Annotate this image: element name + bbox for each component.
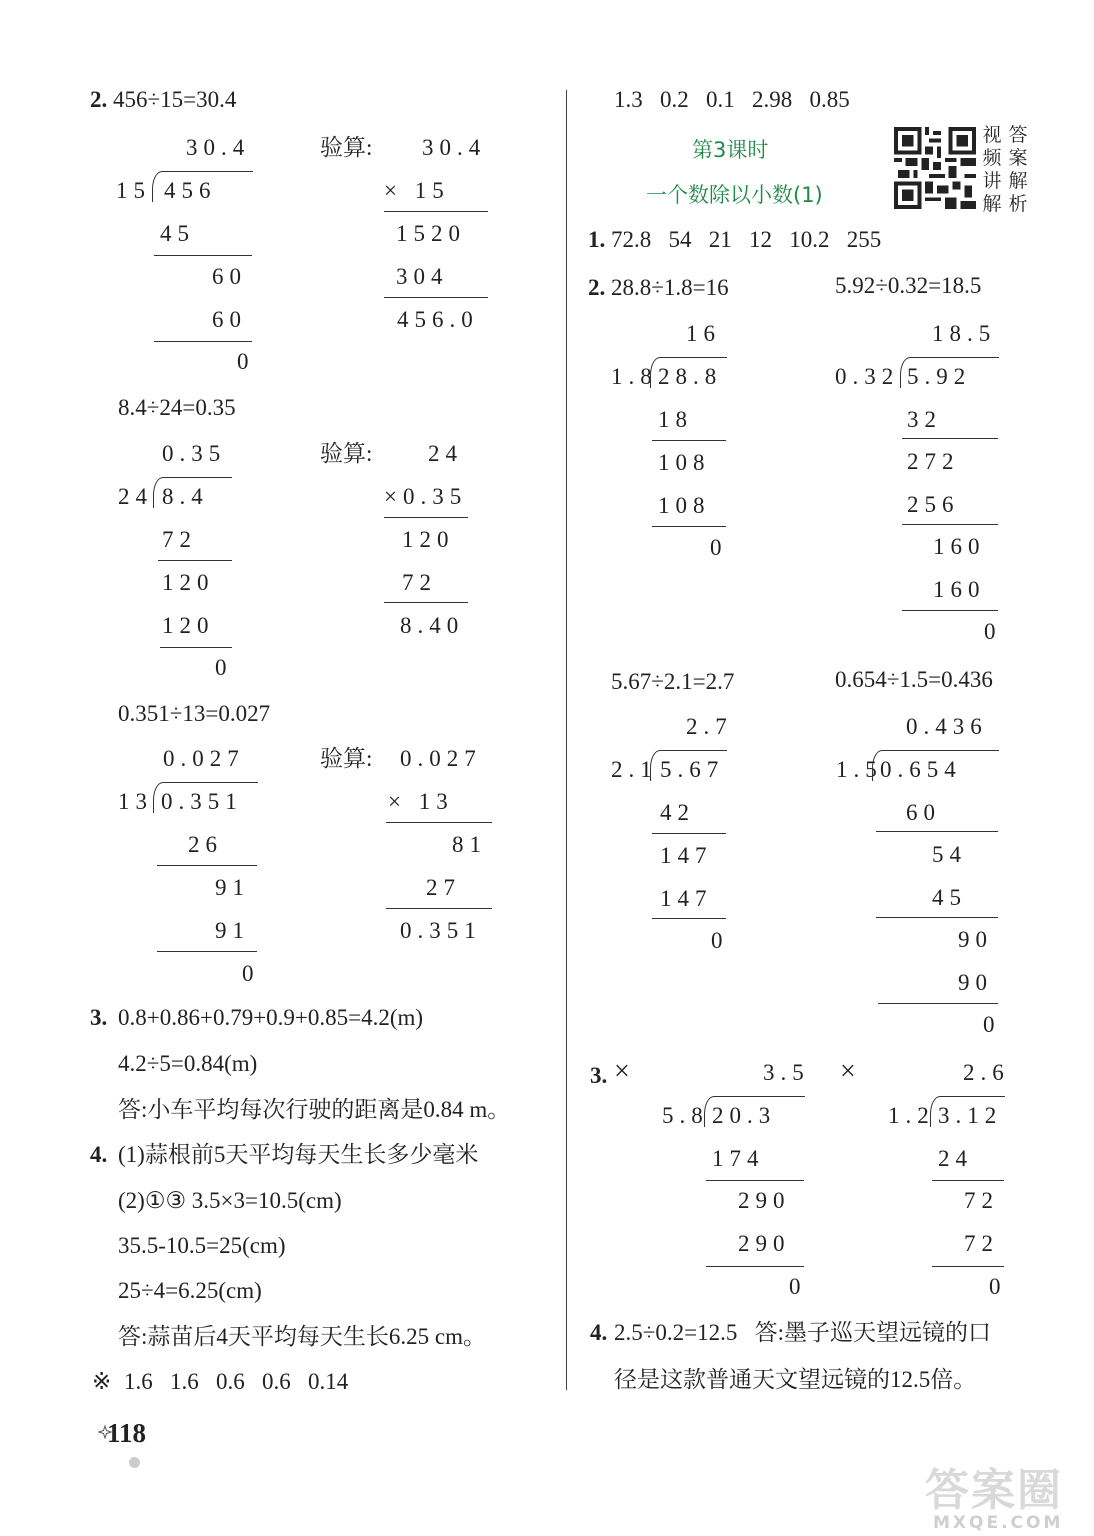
partial-1: 81 [452,832,487,857]
step: 290 [738,1231,791,1256]
q3-line-2: 4.2÷5=0.84(m) [118,1051,258,1076]
wrong-mark-icon: × [614,1056,630,1087]
dividend: 20.3 [712,1103,777,1128]
remainder: 0 [983,1012,1001,1037]
q4-line-1: (1)蒜根前5天平均每天生长多少毫米 [118,1142,479,1167]
step: 174 [712,1146,765,1171]
dividend: 5.67 [660,757,725,782]
lesson-title: 一个数除以小数(1) [646,183,823,207]
dividend: 0.654 [880,757,962,782]
equation-a: 28.8÷1.8=16 [611,275,729,300]
step: 24 [938,1146,973,1171]
q4-label: 4. [90,1142,108,1167]
quotient: 2.6 [963,1060,1010,1085]
remainder: 0 [984,619,1002,644]
q4-line-1: 2.5÷0.2=12.5 答:墨子巡天望远镜的口 [614,1320,991,1345]
q3-label: 3. [590,1063,608,1088]
remainder: 0 [237,349,255,374]
equation-3: 0.351÷13=0.027 [118,701,271,726]
rule [652,440,726,441]
rule [384,517,468,518]
step: 60 [906,800,941,825]
divisor: 1.8 [611,364,658,389]
equation-d: 0.654÷1.5=0.436 [835,667,993,692]
q3-answer: 答:小车平均每次行驶的距离是0.84 m。 [118,1097,511,1122]
equation-b: 5.92÷0.32=18.5 [835,273,982,298]
q4-line-3: 35.5-10.5=25(cm) [118,1233,286,1258]
product: 456.0 [397,307,479,332]
watermark-text: 答案圈 [925,1465,1063,1516]
quotient: 30.4 [186,135,251,160]
partial-1: 1520 [396,221,466,246]
side-char: 视 [982,125,1002,146]
rule [902,438,998,439]
step: 42 [660,800,695,825]
side-char: 讲 [982,171,1002,192]
dividend: 5.92 [907,364,972,389]
equation-c: 5.67÷2.1=2.7 [611,669,735,694]
product: 8.40 [400,613,465,638]
partial-2: 304 [396,264,449,289]
remainder: 0 [710,535,728,560]
q2-label: 2. [588,275,606,300]
watermark [925,1465,1064,1533]
dividend: 0.351 [161,789,243,814]
remainder: 0 [789,1274,807,1299]
side-char: 答 [1008,125,1028,146]
divisor: 0.32 [835,364,900,389]
rule [384,211,488,212]
extra-mark: ※ [92,1369,112,1394]
q4-line-2: (2)①③ 3.5×3=10.5(cm) [118,1188,342,1213]
step: 91 [215,918,250,943]
q2-label: 2. [90,87,108,112]
factor-b: × 13 [388,789,454,814]
lesson-number: 第3课时 [692,138,769,162]
step: 120 [162,613,215,638]
step: 45 [160,221,195,246]
step: 72 [162,527,197,552]
rule [386,822,492,823]
step: 90 [958,970,993,995]
step: 108 [658,493,711,518]
page-dot [129,1457,140,1468]
column-divider [566,90,567,1390]
step: 72 [964,1231,999,1256]
product: 0.351 [400,918,482,943]
q4-answer: 答:蒜苗后4天平均每天生长6.25 cm。 [118,1324,486,1349]
rule [384,602,468,603]
top-answers: 1.3 0.2 0.1 2.98 0.85 [614,87,850,112]
rule [652,526,726,527]
rule [932,1266,1004,1267]
divisor: 1.5 [836,757,883,782]
quotient: 0.436 [906,714,988,739]
side-char: 解 [1008,171,1028,192]
rule [652,918,726,919]
rule [706,1266,804,1267]
rule [652,833,726,834]
divisor: 24 [118,484,153,509]
factor-a: 0.027 [400,746,482,771]
step: 160 [933,577,986,602]
rule [386,908,492,909]
side-char: 解 [982,194,1002,215]
wrong-mark-icon: × [840,1056,856,1087]
rule [902,524,998,525]
factor-b: ×0.35 [384,484,468,509]
rule [160,647,232,648]
step: 160 [933,534,986,559]
step: 147 [660,843,713,868]
rule [706,1180,804,1181]
q3-label: 3. [90,1005,108,1030]
equation-1: 456÷15=30.4 [113,87,237,112]
check-label: 验算: [320,746,373,771]
step: 272 [907,449,960,474]
quotient: 2.7 [686,714,733,739]
quotient: 16 [686,321,721,346]
step: 18 [658,407,693,432]
rule [157,865,257,866]
rule [154,255,252,256]
partial-2: 72 [402,570,437,595]
rule [876,917,998,918]
equation-2: 8.4÷24=0.35 [118,395,236,420]
rule [384,297,488,298]
step: 108 [658,450,711,475]
side-char: 频 [982,148,1002,169]
extra-answers: 1.6 1.6 0.6 0.6 0.14 [124,1369,349,1394]
factor-a: 30.4 [422,135,487,160]
step: 91 [215,875,250,900]
dividend: 28.8 [658,364,723,389]
step: 72 [964,1188,999,1213]
quotient: 18.5 [932,321,997,346]
rule [157,951,257,952]
remainder: 0 [989,1274,1007,1299]
q4-label: 4. [590,1320,608,1345]
step: 60 [212,307,247,332]
rule [158,560,232,561]
step: 120 [162,570,215,595]
rule [878,1003,998,1004]
rule [932,1180,1004,1181]
divisor: 15 [116,178,151,203]
q4-line-2: 径是这款普通天文望远镜的12.5倍。 [614,1367,977,1392]
remainder: 0 [215,655,233,680]
rule [154,341,252,342]
dividend: 3.12 [938,1103,1003,1128]
step: 147 [660,886,713,911]
step: 90 [958,927,993,952]
quotient: 0.35 [162,441,227,466]
q1-answers: 72.8 54 21 12 10.2 255 [611,227,882,252]
dividend: 8.4 [162,484,209,509]
step: 54 [932,842,967,867]
step: 32 [907,407,942,432]
divisor: 5.8 [662,1103,709,1128]
remainder: 0 [242,961,260,986]
watermark-url: MXQE.COM [933,1513,1064,1533]
step: 256 [907,492,960,517]
partial-2: 27 [426,875,461,900]
side-char: 案 [1008,148,1028,169]
remainder: 0 [711,928,729,953]
q4-line-4: 25÷4=6.25(cm) [118,1278,262,1303]
quotient: 3.5 [763,1060,810,1085]
factor-b: × 15 [384,178,450,203]
q3-line-1: 0.8+0.86+0.79+0.9+0.85=4.2(m) [118,1005,424,1030]
step: 290 [738,1188,791,1213]
factor-a: 24 [428,441,463,466]
partial-1: 120 [402,527,455,552]
step: 45 [932,885,967,910]
side-char: 析 [1008,194,1028,215]
check-label: 验算: [320,441,373,466]
divisor: 2.1 [611,757,658,782]
page-number: 118 [107,1418,147,1448]
check-label: 验算: [320,135,373,160]
step: 26 [188,832,223,857]
rule [902,610,998,611]
step: 60 [212,264,247,289]
dividend: 456 [164,178,217,203]
rule [876,831,998,832]
divisor: 13 [118,789,153,814]
quotient: 0.027 [163,746,245,771]
divisor: 1.2 [888,1103,935,1128]
qr-code-icon [894,127,976,209]
q1-label: 1. [588,227,606,252]
